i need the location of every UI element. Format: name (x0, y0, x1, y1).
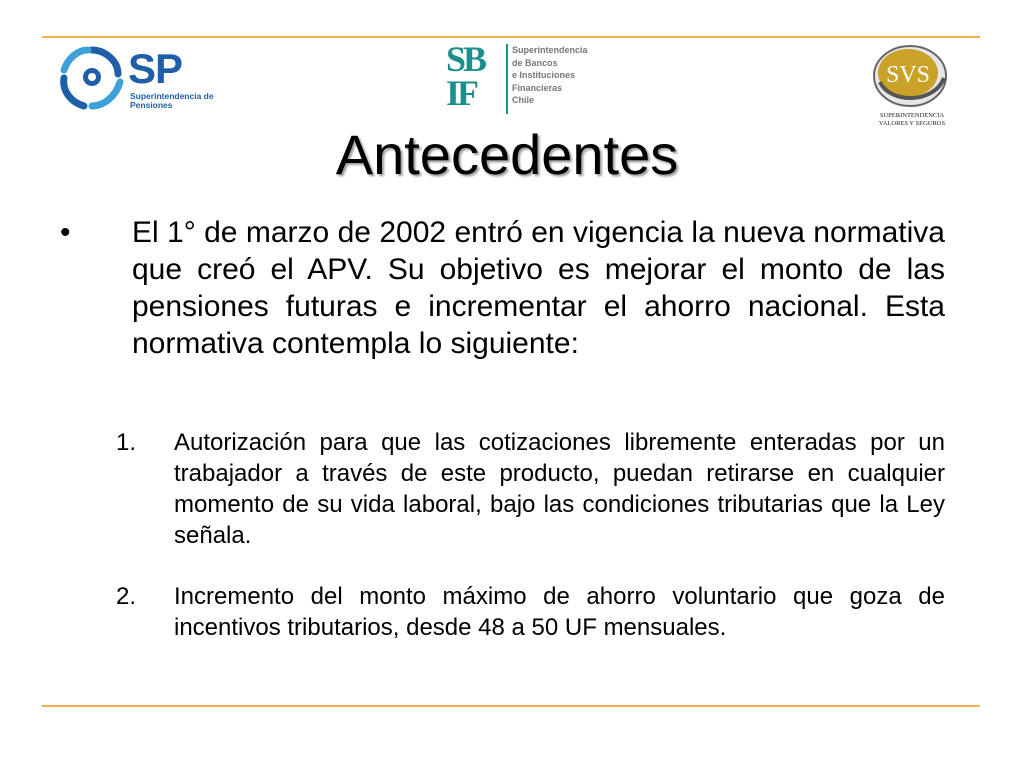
sbif-subtitle-line: e Instituciones (512, 70, 576, 80)
top-divider (42, 36, 980, 38)
svs-logo-mark: SVS (885, 62, 931, 88)
sbif-subtitle-line: Superintendencia (512, 45, 588, 55)
list-item-number: 1. (116, 429, 137, 456)
slide-title: Antecedentes (335, 123, 679, 186)
sbif-logo-subtitle (512, 44, 588, 107)
bottom-divider (42, 705, 980, 707)
intro-paragraph: El 1° de marzo de 2002 entró en vigencia la nueva normativa que creó el APV. Su objetivo es mejorar el monto de las pensiones futuras e incrementar el ahorro nacional. Esta normativa contempla lo siguiente: (132, 216, 945, 360)
svs-subtitle-line-1: SUPERINTENDENCIA (879, 112, 945, 119)
svs-subtitle-line-2: VALORES Y SEGUROS (878, 120, 946, 127)
sbif-logo-mark (446, 39, 485, 113)
sbif-mark-line-1: SB (446, 39, 485, 79)
sp-logo (58, 44, 228, 114)
sbif-logo (446, 39, 588, 118)
sp-logo-mark: SP (128, 45, 183, 92)
sbif-subtitle-line: Chile (512, 95, 535, 105)
sp-emblem-icon (58, 44, 126, 114)
svs-logo (870, 42, 950, 132)
sp-subtitle-line-2: Pensiones (130, 100, 173, 110)
sbif-subtitle-line: de Bancos (512, 57, 558, 68)
sp-subtitle-line-1: Superintendencia de (130, 91, 214, 101)
sbif-subtitle-line: Financieras (512, 82, 563, 93)
svs-emblem-icon (870, 42, 950, 112)
sbif-separator (506, 44, 508, 114)
list-item-text: Incremento del monto máximo de ahorro voluntario que goza de incentivos tributarios, desde 48 a 50 UF mensuales. (174, 583, 945, 641)
list-item-number: 2. (116, 583, 137, 610)
sbif-mark-line-2: IF (446, 73, 476, 113)
bullet-marker: • (60, 216, 71, 249)
sp-logo-subtitle (130, 92, 214, 110)
list-item-text: Autorización para que las cotizaciones libremente enteradas por un trabajador a través de este producto, puedan retirarse en cualquier momento de su vida laboral, bajo las condiciones tributarias que la Ley señala. (174, 429, 945, 549)
